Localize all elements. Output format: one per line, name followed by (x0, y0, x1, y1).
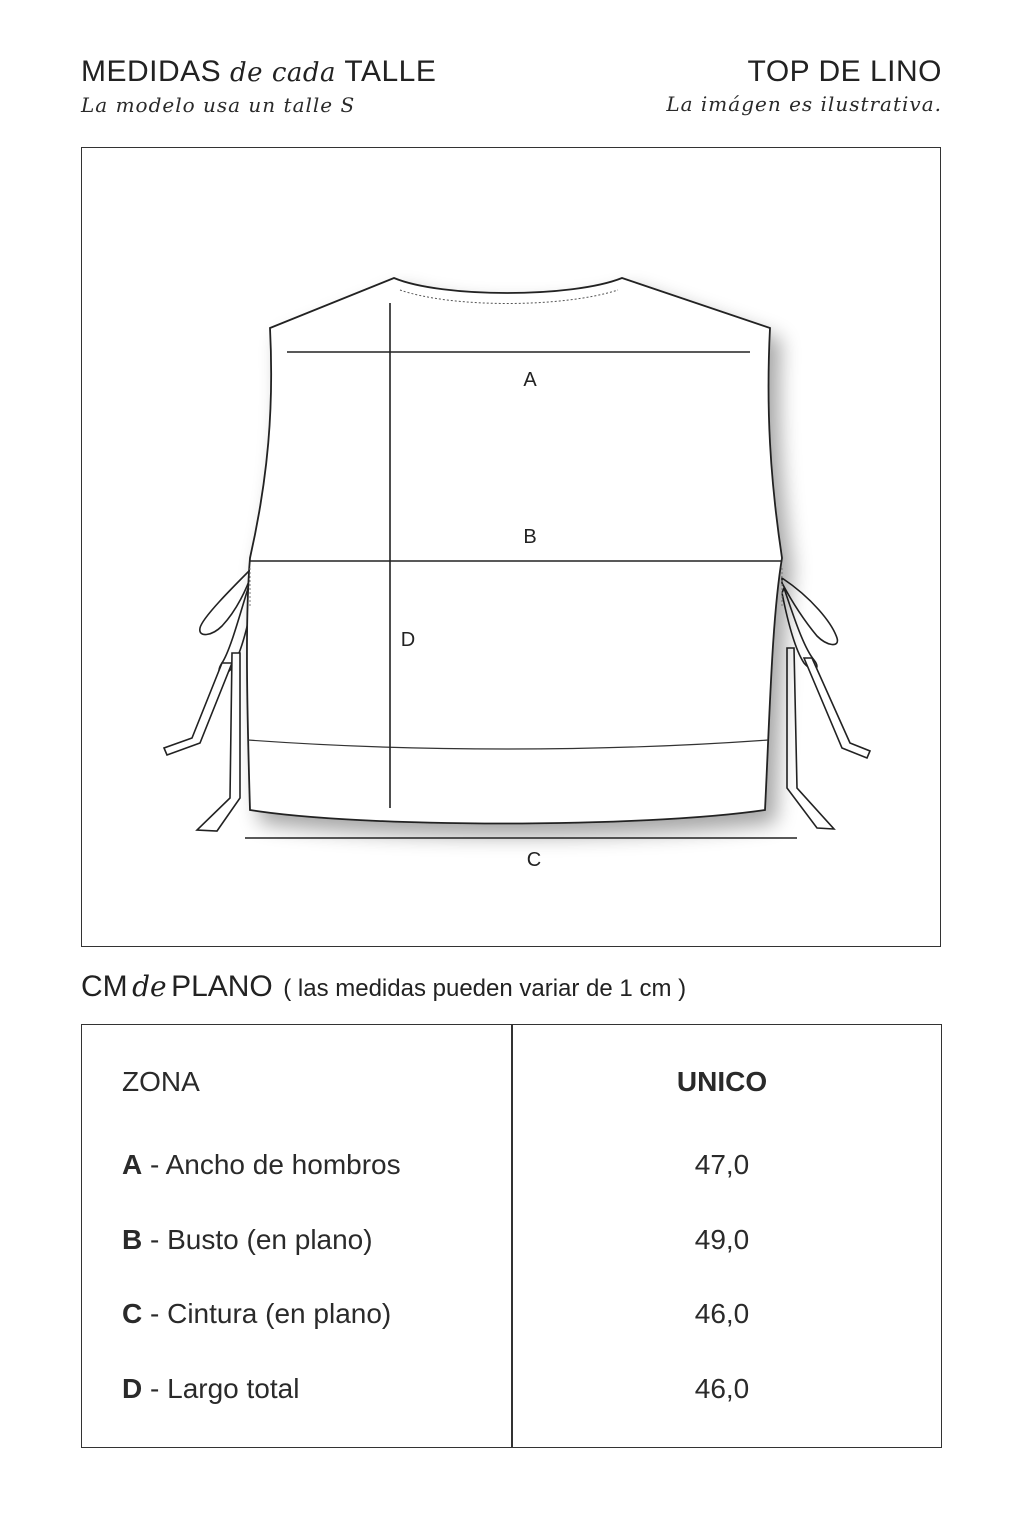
heading-word-cm: CM (81, 970, 128, 1003)
zone-label (122, 1220, 373, 1260)
illustrative-note: La imágen es ilustrativa. (666, 92, 942, 116)
header-unico: UNICO (676, 1066, 768, 1097)
heading-word-de: de (132, 970, 167, 1003)
zone-letter: C (122, 1298, 143, 1329)
measurement-value: 49,0 (694, 1224, 750, 1255)
table-row (82, 1294, 941, 1334)
size-table (81, 1024, 942, 1448)
table-row (82, 1369, 941, 1409)
diagram-label-c: C (526, 849, 542, 871)
table-header-row (82, 1062, 941, 1102)
title-word-medidas: MEDIDAS (81, 55, 222, 88)
header-left (81, 54, 436, 117)
zone-letter: B (122, 1224, 143, 1255)
header-zona: ZONA (122, 1066, 200, 1097)
header-right (666, 54, 942, 116)
title-word-talle: TALLE (344, 55, 437, 88)
zone-description: - Ancho de hombros (142, 1149, 401, 1180)
zone-description: - Cintura (en plano) (142, 1298, 392, 1329)
measurement-variance-note: ( las medidas pueden variar de 1 cm ) (283, 975, 687, 1002)
zone-description: - Busto (en plano) (142, 1224, 373, 1255)
product-title: TOP DE LINO (747, 55, 942, 88)
measurement-value: 46,0 (694, 1373, 750, 1404)
garment-diagram (82, 148, 942, 948)
right-tie (782, 578, 870, 829)
zone-letter: A (122, 1149, 143, 1180)
title-word-de-cada: de cada (230, 58, 337, 88)
page-title (81, 54, 436, 91)
top-body (247, 278, 782, 824)
heading-word-plano: PLANO (171, 970, 273, 1003)
left-tie (164, 568, 256, 831)
measurements-heading (81, 970, 686, 1004)
diagram-label-b: B (523, 526, 537, 548)
garment-diagram-frame (81, 147, 941, 947)
zone-label (122, 1369, 299, 1409)
model-size-note: La modelo usa un talle S (81, 93, 356, 117)
zone-description: - Largo total (142, 1373, 300, 1404)
table-row (82, 1220, 941, 1260)
zone-label (122, 1145, 401, 1185)
measurement-value: 46,0 (694, 1298, 750, 1329)
zone-label (122, 1294, 391, 1334)
diagram-label-d: D (400, 629, 416, 651)
diagram-label-a: A (523, 369, 537, 391)
zone-letter: D (122, 1373, 143, 1404)
table-row (82, 1145, 941, 1185)
measurement-value: 47,0 (694, 1149, 750, 1180)
